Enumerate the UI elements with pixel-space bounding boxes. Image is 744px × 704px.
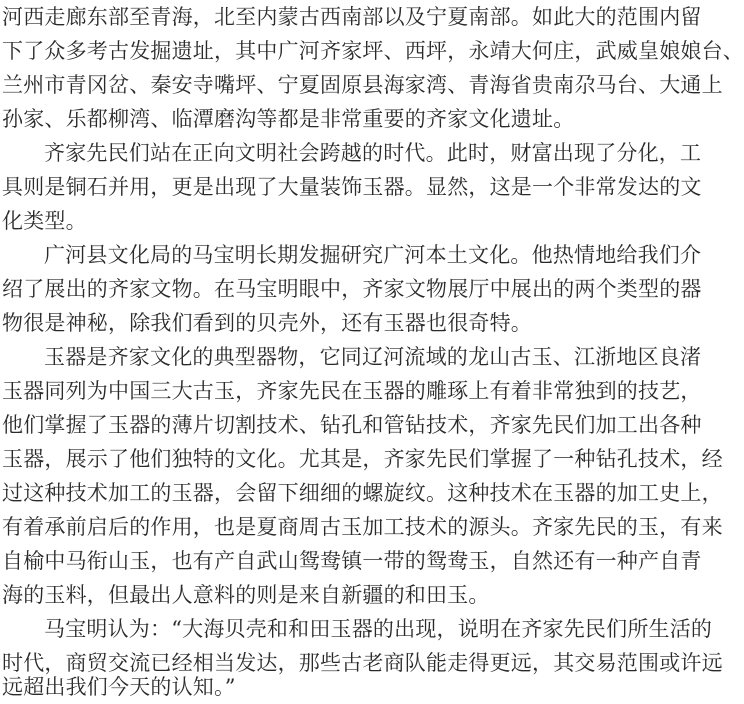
paragraph-2-line-1: 齐家先民们站在正向文明社会跨越的时代。此时，财富出现了分化，工 <box>44 141 702 165</box>
paragraph-4-line-2: 玉器同列为中国三大古玉，齐家先民在玉器的雕琢上有着非常独到的技艺， <box>2 379 702 403</box>
paragraph-4-line-6: 有着承前启后的作用，也是夏商周古玉加工技术的源头。齐家先民的玉，有来 <box>2 515 723 539</box>
paragraph-5-line-1: 马宝明认为：“大海贝壳和和田玉器的出现，说明在齐家先民们所生活的 <box>44 617 713 641</box>
paragraph-4-line-3: 他们掌握了玉器的薄片切割技术、钻孔和管钻技术，齐家先民们加工出各种 <box>2 413 702 437</box>
paragraph-1-line-4: 孙家、乐都柳湾、临潭磨沟等都是非常重要的齐家文化遗址。 <box>2 107 575 131</box>
paragraph-2-line-3: 化类型。 <box>2 209 87 233</box>
paragraph-4-line-1: 玉器是齐家文化的典型器物，它同辽河流域的龙山古玉、江浙地区良渚 <box>44 345 702 369</box>
paragraph-4-line-7: 自榆中马衔山玉，也有产自武山鸳鸯镇一带的鸳鸯玉，自然还有一种产自青 <box>2 549 702 573</box>
paragraph-1-line-3: 兰州市青冈岔、秦安寺嘴坪、宁夏固原县海家湾、青海省贵南尕马台、大通上 <box>2 73 723 97</box>
paragraph-4-line-8: 海的玉料，但最出人意料的则是来自新疆的和田玉。 <box>2 583 490 607</box>
paragraph-3-line-2: 绍了展出的齐家文物。在马宝明眼中，齐家文物展厅中展出的两个类型的器 <box>2 277 702 301</box>
paragraph-5-line-2: 时代，商贸交流已经相当发达，那些古老商队能走得更远，其交易范围或许远 <box>2 651 723 675</box>
paragraph-3-line-3: 物很是神秘，除我们看到的贝壳外，还有玉器也很奇特。 <box>2 311 532 335</box>
paragraph-1-line-2: 下了众多考古发掘遗址，其中广河齐家坪、西坪，永靖大何庄，武威皇娘娘台、 <box>2 39 744 63</box>
paragraph-1-line-1: 河西走廊东部至青海，北至内蒙古西南部以及宁夏南部。如此大的范围内留 <box>2 5 702 29</box>
paragraph-3-line-1: 广河县文化局的马宝明长期发掘研究广河本土文化。他热情地给我们介 <box>44 243 702 267</box>
paragraph-2-line-2: 具则是铜石并用，更是出现了大量装饰玉器。显然，这是一个非常发达的文 <box>2 175 702 199</box>
paragraph-5-line-3: 远超出我们今天的认知。” <box>2 675 236 699</box>
paragraph-4-line-4: 玉器，展示了他们独特的文化。尤其是，齐家先民们掌握了一种钻孔技术，经 <box>2 447 723 471</box>
paragraph-4-line-5: 过这种技术加工的玉器，会留下细细的螺旋纹。这种技术在玉器的加工史上， <box>2 481 723 505</box>
